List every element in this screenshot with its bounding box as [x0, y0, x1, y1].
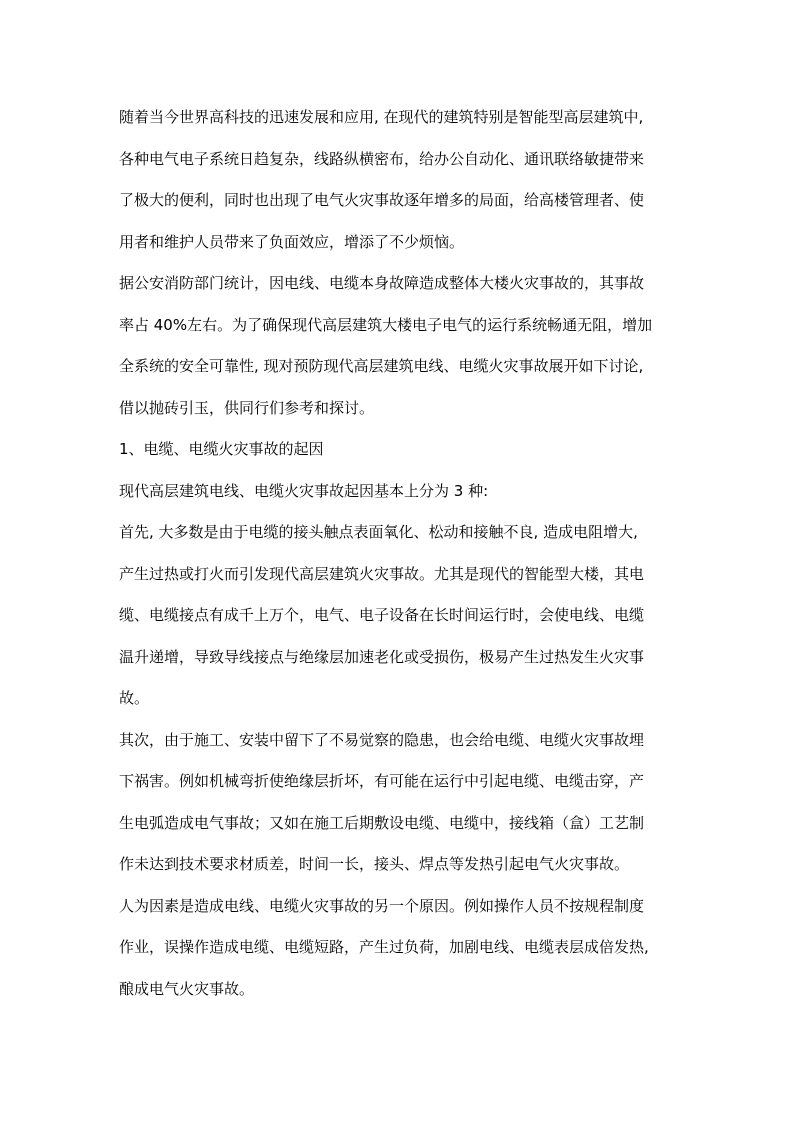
document-page	[119, 104, 679, 1017]
text-line: 用者和维护人员带来了负面效应，增添了不少烦恼。	[119, 232, 465, 251]
text-line: 全系统的安全可靠性, 现对预防现代高层建筑电线、电缆火灾事故展开如下讨论,	[119, 357, 644, 375]
text-line: 故。	[119, 689, 150, 707]
text-line: 借以抛砖引玉，供同行们参考和探讨。	[119, 398, 375, 417]
text-line: 人为因素是造成电线、电缆火灾事故的另一个原因。例如操作人员不按规程制度	[119, 896, 645, 915]
paragraph-statistics	[119, 270, 679, 436]
text-line: 据公安消防部门统计，因电线、电缆本身故障造成整体大楼火灾事故的，其事故	[119, 274, 645, 292]
paragraph-intro	[119, 104, 679, 270]
text-line: 作业，误操作造成电缆、电缆短路，产生过负荷，加剧电线、电缆表层成倍发热,	[119, 938, 649, 956]
text-line: 下祸害。例如机械弯折使绝缘层折坏，有可能在运行中引起电缆、电缆击穿，产	[119, 772, 645, 790]
paragraph-cause-first	[119, 519, 679, 727]
text-line: 温升递增，导致导线接点与绝缘层加速老化或受损伤，极易产生过热发生火灾事	[119, 647, 645, 666]
section-heading	[119, 436, 679, 478]
text-line: 产生过热或打火而引发现代高层建筑火灾事故。尤其是现代的智能型大楼，其电	[119, 564, 645, 583]
text-line: 缆、电缆接点有成千上万个，电气、电子设备在长时间运行时，会使电线、电缆	[119, 606, 645, 624]
text-line: 其次，由于施工、安装中留下了不易觉察的隐患，也会给电缆、电缆火灾事故埋	[119, 730, 645, 749]
text-line: 生电弧造成电气事故；又如在施工后期敷设电缆、电缆中，接线箱（盒）工艺制	[119, 813, 645, 832]
text-line: 了极大的便利，同时也出现了电气火灾事故逐年增多的局面，给高楼管理者、使	[119, 191, 645, 209]
section-1-title: 1、电缆、电缆火灾事故的起因	[119, 440, 324, 458]
text-line: 各种电气电子系统日趋复杂，线路纵横密布，给办公自动化、通讯联络敏捷带来	[119, 149, 645, 168]
paragraph-causes-intro	[119, 478, 679, 520]
text-line: 随着当今世界高科技的迅速发展和应用, 在现代的建筑特别是智能型高层建筑中,	[119, 108, 644, 126]
text-line: 现代高层建筑电线、电缆火灾事故起因基本上分为 3 种:	[119, 481, 489, 500]
paragraph-cause-human	[119, 893, 679, 1018]
paragraph-cause-second	[119, 727, 679, 893]
text-line: 率占 40%左右。为了确保现代高层建筑大楼电子电气的运行系统畅通无阻，增加	[119, 315, 653, 334]
text-line: 酿成电气火灾事故。	[119, 979, 255, 998]
text-line: 首先, 大多数是由于电缆的接头触点表面氧化、松动和接触不良, 造成电阻增大,	[119, 523, 638, 541]
text-line: 作未达到技术要求材质差，时间一长，接头、焊点等发热引起电气火灾事故。	[119, 855, 630, 873]
